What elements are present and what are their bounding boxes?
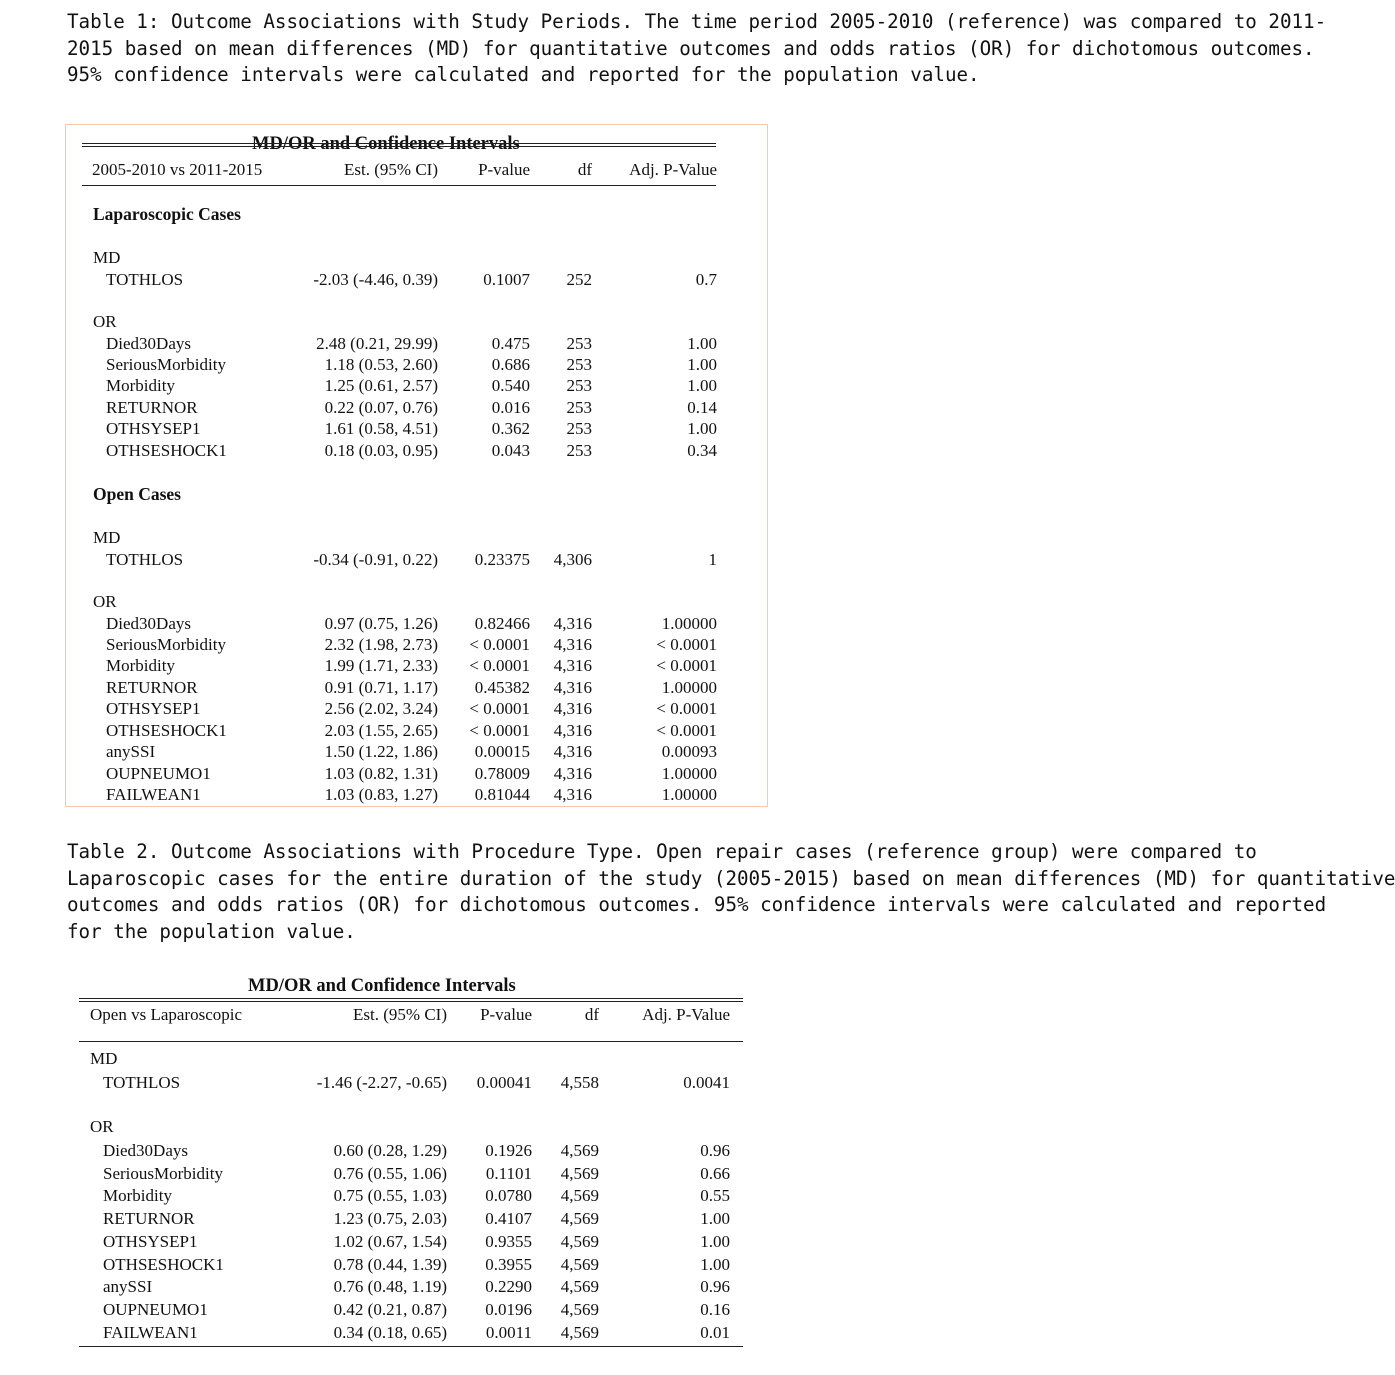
adj-p-value-cell: 1.00 [687,333,717,353]
df-cell: 4,316 [553,742,592,762]
estimate-cell: 2.03 (1.55, 2.65) [324,720,438,740]
row-name: OTHSYSEP1 [103,1231,198,1251]
row-name: OTHSYSEP1 [106,419,201,439]
estimate-cell: 1.50 (1.22, 1.86) [324,742,438,762]
table1-caption [67,9,1326,89]
df-cell: 4,569 [560,1209,599,1229]
group-label: OR [93,592,117,611]
p-value-cell: 0.9355 [485,1231,532,1251]
df-cell: 4,569 [560,1231,599,1251]
adj-p-value-cell: 1.00 [700,1209,730,1229]
adj-p-value-cell: 0.96 [700,1141,730,1160]
estimate-cell: 0.76 (0.48, 1.19) [333,1277,447,1297]
adj-p-value-cell: 1.00 [687,419,717,439]
p-value-cell: 0.540 [491,376,530,396]
row-name: TOTHLOS [106,269,184,289]
row-name: OUPNEUMO1 [106,763,211,783]
row-name: TOTHLOS [103,1073,181,1092]
df-cell: 4,316 [553,613,592,633]
row-name: FAILWEAN1 [103,1322,198,1342]
p-value-cell: 0.23375 [474,549,530,569]
df-cell: 253 [566,397,592,417]
group-label: OR [90,1117,114,1136]
row-name: SeriousMorbidity [106,634,226,654]
table-title: MD/OR and Confidence Intervals [248,976,516,996]
df-cell: 4,569 [560,1254,599,1274]
adj-p-value-cell: 1.00 [687,354,717,374]
estimate-cell: 1.03 (0.83, 1.27) [324,785,438,805]
df-cell: 4,316 [553,699,592,719]
estimate-cell: 0.75 (0.55, 1.03) [333,1186,447,1206]
df-cell: 253 [566,354,592,374]
adj-p-value-cell: 1.00 [687,376,717,396]
estimate-cell: -2.03 (-4.46, 0.39) [313,269,438,289]
p-value-cell: 0.362 [491,419,530,439]
section-heading: Open Cases [93,484,181,504]
column-header: Est. (95% CI) [344,160,438,179]
column-header: Adj. P-Value [642,1005,730,1024]
table2 [79,975,743,1355]
adj-p-value-cell: 0.14 [687,397,717,417]
p-value-cell: 0.4107 [485,1209,532,1229]
row-name: RETURNOR [106,397,198,417]
row-name: FAILWEAN1 [106,785,201,805]
column-header: Est. (95% CI) [353,1005,447,1024]
caption-line: 95% confidence intervals were calculated and reported for the population value. [67,63,980,86]
adj-p-value-cell: 0.0041 [683,1073,730,1092]
df-cell: 252 [566,269,592,289]
p-value-cell: < 0.0001 [469,634,530,654]
p-value-cell: 0.3955 [485,1254,532,1274]
p-value-cell: 0.0780 [485,1186,532,1206]
estimate-cell: 2.32 (1.98, 2.73) [324,634,438,654]
group-label: MD [93,248,121,267]
df-cell: 4,569 [560,1141,599,1160]
column-header: Adj. P-Value [629,160,717,179]
adj-p-value-cell: < 0.0001 [656,656,717,676]
caption-line: Table 2. Outcome Associations with Procedure Type. Open repair cases (reference group) were compared to [67,840,1257,863]
estimate-cell: 0.42 (0.21, 0.87) [333,1299,447,1319]
estimate-cell: 0.91 (0.71, 1.17) [324,677,438,697]
table-rule [79,1346,743,1347]
df-cell: 4,569 [560,1299,599,1319]
adj-p-value-cell: 1.00000 [661,677,717,697]
estimate-cell: 0.60 (0.28, 1.29) [333,1141,447,1160]
row-name: SeriousMorbidity [106,354,226,374]
estimate-cell: 1.18 (0.53, 2.60) [324,354,438,374]
group-label: MD [93,528,121,547]
row-name: anySSI [106,742,156,762]
column-header: P-value [478,160,530,179]
column-header: df [584,1005,599,1024]
caption-line: Table 1: Outcome Associations with Study Periods. The time period 2005-2010 (reference) was compared to 2011- [67,10,1327,33]
table1 [65,124,768,807]
row-name: OUPNEUMO1 [103,1299,208,1319]
group-label: MD [90,1049,118,1068]
row-name: Died30Days [106,613,191,633]
df-cell: 4,569 [560,1163,599,1183]
table-rule [79,998,743,999]
row-name: OTHSYSEP1 [106,699,201,719]
adj-p-value-cell: 0.7 [695,269,717,289]
p-value-cell: 0.82466 [474,613,530,633]
row-name: OTHSESHOCK1 [106,720,227,740]
p-value-cell: 0.1926 [485,1141,532,1160]
p-value-cell: 0.0196 [485,1299,532,1319]
adj-p-value-cell: 1.00000 [661,613,717,633]
estimate-cell: 1.23 (0.75, 2.03) [333,1209,447,1229]
estimate-cell: -0.34 (-0.91, 0.22) [313,549,438,569]
estimate-cell: 0.76 (0.55, 1.06) [333,1163,447,1183]
p-value-cell: < 0.0001 [469,699,530,719]
estimate-cell: 0.22 (0.07, 0.76) [324,397,438,417]
caption-line: outcomes and odds ratios (OR) for dichotomous outcomes. 95% confidence intervals were calculated and reported [67,893,1327,916]
row-name: Morbidity [103,1186,172,1206]
row-name: OTHSESHOCK1 [106,440,227,460]
adj-p-value-cell: 1.00 [700,1254,730,1274]
adj-p-value-cell: < 0.0001 [656,699,717,719]
df-cell: 4,558 [560,1073,599,1092]
row-name: Died30Days [103,1141,188,1160]
df-cell: 4,316 [553,763,592,783]
p-value-cell: 0.00015 [474,742,530,762]
column-header: 2005-2010 vs 2011-2015 [92,160,263,179]
adj-p-value-cell: 1.00000 [661,785,717,805]
df-cell: 253 [566,419,592,439]
df-cell: 253 [566,440,592,460]
adj-p-value-cell: < 0.0001 [656,720,717,740]
estimate-cell: 1.02 (0.67, 1.54) [333,1231,447,1251]
estimate-cell: -1.46 (-2.27, -0.65) [316,1073,447,1092]
adj-p-value-cell: 1.00000 [661,763,717,783]
estimate-cell: 1.03 (0.82, 1.31) [324,763,438,783]
table-title: MD/OR and Confidence Intervals [252,134,520,154]
estimate-cell: 0.78 (0.44, 1.39) [333,1254,447,1274]
p-value-cell: 0.475 [491,333,530,353]
section-heading: Laparoscopic Cases [93,204,241,224]
p-value-cell: 0.78009 [474,763,530,783]
caption-line: Laparoscopic cases for the entire duration of the study (2005-2015) based on mean differences (MD) for quantitative [67,866,1395,890]
row-name: Morbidity [106,376,175,396]
p-value-cell: 0.1007 [483,269,530,289]
df-cell: 4,306 [553,549,592,569]
adj-p-value-cell: 0.16 [700,1299,730,1319]
estimate-cell: 1.61 (0.58, 4.51) [324,419,438,439]
p-value-cell: 0.45382 [474,677,530,697]
df-cell: 4,316 [553,785,592,805]
df-cell: 4,316 [553,720,592,740]
estimate-cell: 2.48 (0.21, 29.99) [316,333,438,353]
table2-caption [67,839,1395,945]
row-name: Died30Days [106,333,191,353]
p-value-cell: < 0.0001 [469,656,530,676]
row-name: Morbidity [106,656,175,676]
p-value-cell: 0.1101 [485,1163,532,1183]
adj-p-value-cell: 0.96 [700,1277,730,1297]
p-value-cell: 0.2290 [485,1277,532,1297]
adj-p-value-cell: 1 [708,549,717,569]
row-name: SeriousMorbidity [103,1163,223,1183]
df-cell: 253 [566,333,592,353]
adj-p-value-cell: 0.34 [687,440,717,460]
df-cell: 4,569 [560,1277,599,1297]
adj-p-value-cell: 0.00093 [661,742,717,762]
df-cell: 4,569 [560,1322,599,1342]
adj-p-value-cell: 0.01 [700,1322,730,1342]
p-value-cell: 0.81044 [474,785,530,805]
caption-line: for the population value. [67,919,356,943]
column-header: P-value [480,1005,532,1024]
df-cell: 253 [566,376,592,396]
estimate-cell: 0.97 (0.75, 1.26) [324,613,438,633]
p-value-cell: 0.686 [491,354,530,374]
df-cell: 4,569 [560,1186,599,1206]
column-header: Open vs Laparoscopic [90,1005,243,1024]
group-label: OR [93,312,117,331]
df-cell: 4,316 [553,634,592,654]
estimate-cell: 1.99 (1.71, 2.33) [324,656,438,676]
estimate-cell: 1.25 (0.61, 2.57) [324,376,438,396]
table-rule [82,185,716,186]
p-value-cell: < 0.0001 [469,720,530,740]
df-cell: 4,316 [553,656,592,676]
p-value-cell: 0.0011 [485,1322,532,1342]
row-name: TOTHLOS [106,549,184,569]
row-name: OTHSESHOCK1 [103,1254,224,1274]
p-value-cell: 0.043 [491,440,530,460]
adj-p-value-cell: 1.00 [700,1231,730,1251]
table-rule [82,146,716,147]
p-value-cell: 0.016 [491,397,530,417]
estimate-cell: 0.34 (0.18, 0.65) [333,1322,447,1342]
df-cell: 4,316 [553,677,592,697]
column-header: df [577,160,592,179]
adj-p-value-cell: 0.66 [700,1163,730,1183]
table-rule [79,1041,743,1042]
row-name: RETURNOR [103,1209,195,1229]
row-name: anySSI [103,1277,153,1297]
table-rule [79,1001,743,1002]
table-rule [82,143,716,144]
caption-line: 2015 based on mean differences (MD) for quantitative outcomes and odds ratios (OR) for dichotomous outcomes. [67,36,1315,60]
p-value-cell: 0.00041 [476,1073,532,1092]
estimate-cell: 2.56 (2.02, 3.24) [324,699,438,719]
adj-p-value-cell: 0.55 [700,1186,730,1206]
row-name: RETURNOR [106,677,198,697]
estimate-cell: 0.18 (0.03, 0.95) [324,440,438,460]
adj-p-value-cell: < 0.0001 [656,634,717,654]
